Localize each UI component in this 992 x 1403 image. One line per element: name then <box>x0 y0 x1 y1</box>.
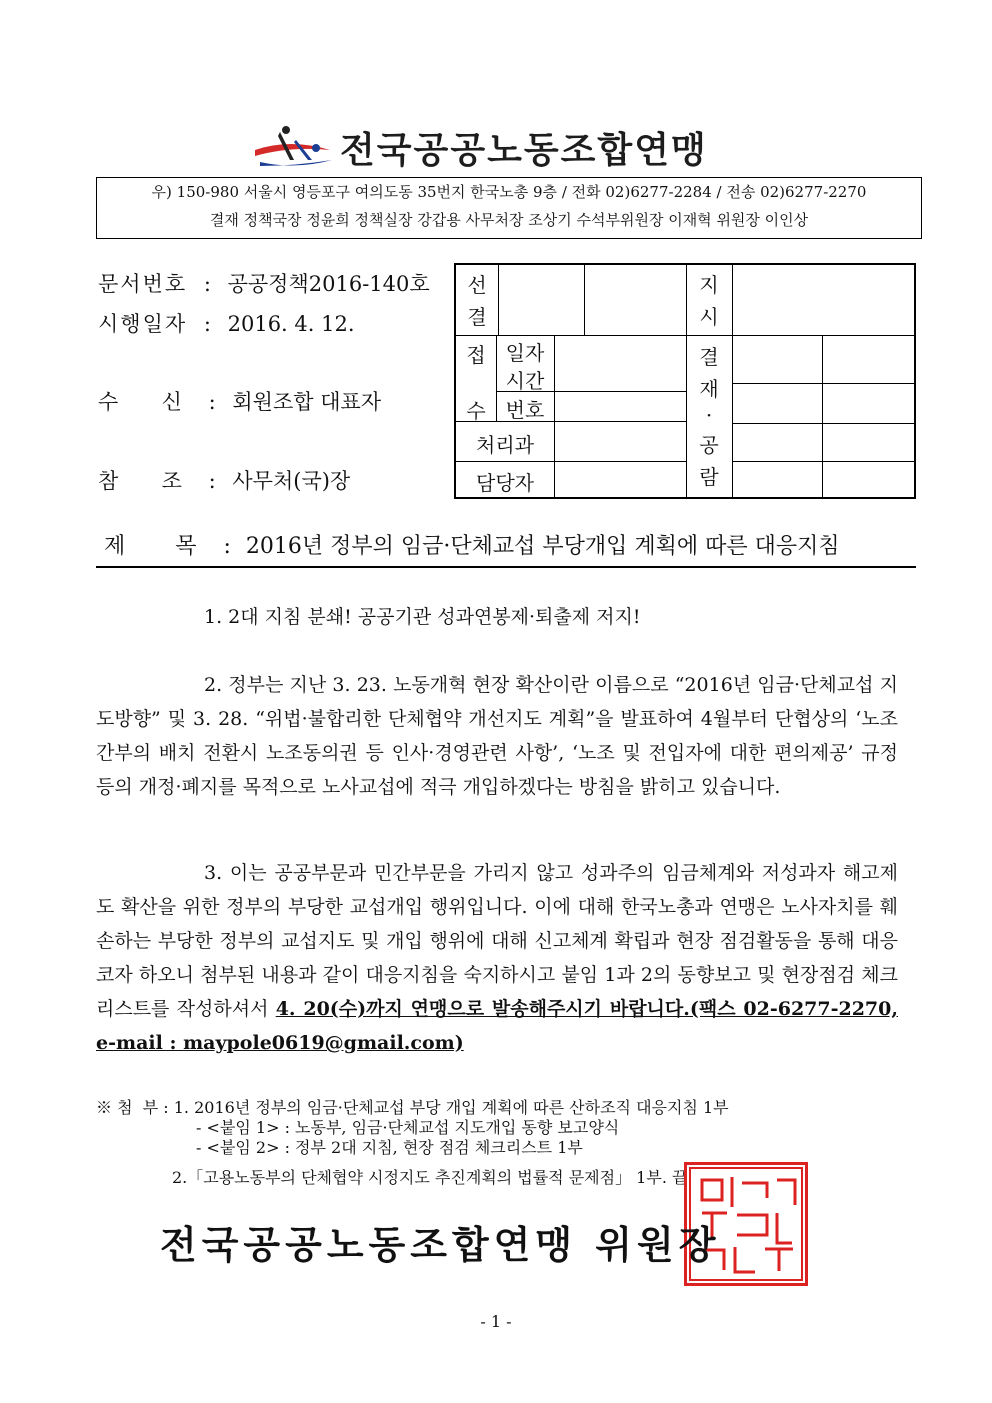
label-ji: 지 <box>699 273 719 297</box>
colon: : <box>208 390 216 414</box>
label-jeop: 접 <box>466 343 486 367</box>
label-gyeol: 결 <box>467 305 487 329</box>
doc-number-row <box>98 268 430 298</box>
address-line: 우) 150-980 서울시 영등포구 여의도동 35번지 한국노총 9층 / 전화 02)6277-2284 / 전송 02)6277-2270 <box>151 183 867 201</box>
address-box <box>96 177 922 239</box>
reference-row <box>98 465 350 495</box>
subject-text: 2016년 정부의 임금·단체교섭 부당개입 계획에 따른 대응지침 <box>245 534 840 559</box>
recipient-value: 회원조합 대표자 <box>232 390 382 414</box>
paragraph-3 <box>96 856 898 1060</box>
label-si: 시 <box>699 305 719 329</box>
colon: : <box>208 469 216 493</box>
attachment-sub-1: - <붙임 1> : 노동부, 임금·단체교섭 지도개입 동향 보고양식 <box>196 1118 620 1137</box>
paragraph-1: 1. 2대 지침 분쇄! 공공기관 성과연봉제·퇴출제 저지! <box>204 606 641 628</box>
subject-label: 제 목 <box>104 534 209 559</box>
subject-line <box>96 529 916 568</box>
org-name-heading: 전국공공노동조합연맹 <box>340 130 708 171</box>
signatory-title: 전국공공노동조합연맹 위원장 <box>160 1223 721 1267</box>
label-gyeol2: 결 <box>699 345 719 369</box>
issue-date-label: 시행일자 <box>98 312 188 336</box>
attachment-label: ※ 첨 부 : <box>96 1098 169 1117</box>
doc-number-value: 공공정책2016-140호 <box>227 272 430 296</box>
reference-value: 사무처(국)장 <box>232 469 351 493</box>
routing-table <box>454 263 916 499</box>
recipient-row <box>98 386 381 416</box>
attachment-sub-2: - <붙임 2> : 정부 2대 지침, 현장 점검 체크리스트 1부 <box>196 1138 583 1157</box>
colon: : <box>203 272 211 296</box>
approval-line: 결재 정책국장 정윤희 정책실장 강갑용 사무처장 조상기 수석부위원장 이재혁 위원장 이인상 <box>209 211 809 229</box>
paragraph-3-deadline: 4. 20(수)까지 연맹으로 발송해주시기 바랍니다.(팩스 02-6277-2270, e-mail : maypole0619@gmail.com) <box>96 998 898 1054</box>
union-logo-icon <box>250 120 340 170</box>
label-jae: 재 <box>699 377 719 401</box>
label-seon: 선 <box>467 273 487 297</box>
colon: : <box>223 534 231 559</box>
label-ram: 람 <box>699 465 719 489</box>
paragraph-2: 2. 정부는 지난 3. 23. 노동개혁 현장 확산이란 이름으로 “2016년 임금·단체교섭 지도방향” 및 3. 28. “위법·불합리한 단체협약 개선지도 계획”을 발표하여 4월부터 단협상의 ‘노조간부의 배치 전환시 노조동의권 등 인사·경영관련 사항’, ‘노조 및 전입자에 대한 편의제공’ 규정 등의 개정·폐지를 목적으로 노사교섭에 적극 개입하겠다는 방침을 밝히고 있습니다. <box>96 674 898 798</box>
label-gong: 공 <box>699 433 719 457</box>
recipient-label: 수 신 <box>98 390 192 414</box>
attachment-1-text: 1. 2016년 정부의 임금·단체교섭 부당 개입 계획에 따른 산하조직 대응지침 1부 <box>173 1098 729 1117</box>
label-person-in-charge: 담당자 <box>476 471 534 495</box>
doc-number-label: 문서번호 <box>98 272 188 296</box>
label-time: 시간 <box>505 369 545 393</box>
colon: : <box>203 312 211 336</box>
label-su: 수 <box>466 399 486 423</box>
issue-date-row <box>98 308 355 338</box>
attachment-item-2: 2.「고용노동부의 단체협약 시정지도 추진계획의 법률적 문제점」 1부. 끝. <box>172 1168 693 1187</box>
reference-label: 참 조 <box>98 469 192 493</box>
label-processing-dept: 처리과 <box>476 433 534 457</box>
label-date: 일자 <box>505 341 545 365</box>
label-number: 번호 <box>505 398 545 422</box>
page-number: - 1 - <box>480 1312 512 1331</box>
paragraph-3-text: 3. 이는 공공부문과 민간부문을 가리지 않고 성과주의 임금체계와 저성과자 해고제도 확산을 위한 정부의 부당한 교섭개입 행위입니다. 이에 대해 한국노총과 연맹은 노사자치를 훼손하는 부당한 정부의 교섭지도 및 개입 행위에 대해 신고체계 확립과 현장 점검활동을 통해 대응코자 하오니 첨부된 내용과 같이 대응지침을 숙지하시고 붙임 1과 2의 동향보고 및 현장점검 체크리스트를 작성하셔서 <box>96 862 898 1020</box>
issue-date-value: 2016. 4. 12. <box>227 312 355 336</box>
label-dot: · <box>705 403 713 427</box>
